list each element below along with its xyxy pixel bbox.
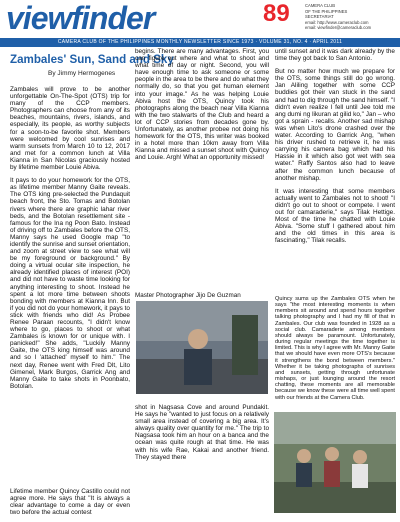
newsletter-logo: viewfinder xyxy=(6,0,155,36)
club-line: email: http://www.cameraclub.com xyxy=(305,19,369,25)
club-line: CAMERA CLUB xyxy=(305,3,336,8)
club-line: email: viewfinder@cameraclub.com xyxy=(305,25,372,31)
paragraph: shot in Nagsasa Cove and around Pundakit. He says he "wanted to just focus on a relatively small area instead of covering a big area. It's always quality over quantity for me." The trip to Nagsasa took him an hour on a banca and the ocean was quite rough at that time. He was with his wife Rae, Kakai and another friend. They stayed there xyxy=(135,404,269,461)
group-photo-image xyxy=(136,301,268,394)
article-title: Zambales' Sun, Sand and Sky xyxy=(10,53,174,66)
article-column-3-end xyxy=(275,296,395,407)
article-column-1-end xyxy=(10,488,130,522)
article-column-2-end xyxy=(135,404,269,467)
article-column-2 xyxy=(135,48,269,168)
photo-caption: Master Photographer Jijo De Guzman xyxy=(135,292,241,299)
photo-members-group xyxy=(274,412,396,513)
paragraph: begins. There are many advantages. First, you can figure out where and what to shoot and what time of day or night. Second, you will have enough time to ask someone or some people in the area to be there and do what they normally do, so that you get human element into your image." As he was helping Louie Abiva host the OTS, Quincy took his photographs along the beach near Villa Kianna with the two stalwarts of the Club and heard a lot of CCP stories from decades gone by. Unfortunately, as another probee not doing his homework for the OTS, this writer was booked in a hotel more than 10km away from Villa Kianna and missed a sunset shoot with Quincy and Louie. Argh! What an opportunity missed! xyxy=(135,48,269,162)
paragraph: until sunset and it was dark already by the time they got back to San Antonio. xyxy=(275,48,395,63)
article-column-3 xyxy=(275,48,395,250)
paragraph: It was interesting that some members actually went to Zambales not to shoot! "I didn't go out to shoot or compete. I went out for camaraderie," says Tilak Hettige. Most of the time he chatted with Louie Abiva. "Some stuff I gathered about him and the old times in this area is fascinating," Tilak recalls. xyxy=(275,187,395,245)
club-info xyxy=(305,3,397,31)
club-line: OF THE PHILIPPINES xyxy=(305,8,348,14)
masthead xyxy=(0,0,400,38)
photo-jijo-de-guzman xyxy=(136,301,268,394)
paragraph: It pays to do your homework for the OTS, as lifetime member Manny Gaite reveals. The OTS king pre-selected the Pundaquit beach front, the Sto. Tomas and Botolan rivers where there are graphic lahar river beds, and the Botolan resettlement site - famous for the Ina ng Poon Bato. Instead of driving off to Zambales before the OTS, Manny says he used Google map "to identify the sunrise and sunset orientation, and zoom at street view to see what will be my foreground or background." By doing a virtual ocular site inspection, he already identified places of interest (POI) and did not have to waste time looking for anything interesting to shoot. Instead he spent a lot more time between shoots bonding with members at Kianna Inn. But if you did not do your homework, it pays to stick with friends who did! As Probee Renee Paraan recounts, "I didn't know where to go, places to shoot or what Zambales is known for or unique with. I panicked!" She adds, "Luckily Manny Gaite, the OTS king himself was around and so I 'attached' myself to him." The next day, Renee went with Fred Dlt, Lito Gimenel, Mark Burgos, Garrick Ang and Manny Gaite to take shots in Poonbato, Botolan. xyxy=(10,177,130,390)
paragraph: Quincy sums up the Zambales OTS when he says "the most interesting moments is when members sit around and spend hours together talking photography and I had my fill of that in Zambales. Our club was founded in 1928 as a social club. Camaraderie among members should always be paramount. Unfortunately, during regular meetings the time together is limited. This is why I agree with Mr. Manny Gaite that we should have even more OTS's because it strengthens the bond between members." Whether it be taking photographs of sunrises and sunsets, getting through unfortunate mishaps, or just lounging around the resort chatting, these moments are all memorable because we know these were all time well spent with our friends at the Camera Club. xyxy=(275,296,395,401)
paragraph: Lifetime member Quincy Castillo could not agree more. He says that "It is always a clear advantage to come a day or even two before the actual contest xyxy=(10,488,130,517)
article-column-1 xyxy=(10,86,130,396)
issue-number: 89 xyxy=(263,0,290,27)
newsletter-band: CAMERA CLUB OF THE PHILIPPINES MONTHLY NEWSLETTER SINCE 1973 · VOLUME 31, NO. 4 · APRIL 2011 xyxy=(0,38,400,47)
paragraph: Zambales will prove to be another unforgettable On-The-Spot (OTS) trip for many of the CCP members. Photographers can choose from any of its beaches, mountains, rivers, islands, and especially, its people, as worthy subjects for a soon-to-be favorite shot. Members were welcomed by cool sunrises and warm sunsets from March 10 to 12, 2017 and met for a common lunch at Villa Kianna in San Nicolas graciously hosted by lifetime member Louie Abiva. xyxy=(10,86,130,172)
members-photo-image xyxy=(274,412,396,513)
paragraph: But no matter how much we prepare for the OTS, some things still do go wrong. Jan Aliling together with some CCP buddies got their van stuck in the sand and had to dig through the sand himself. "I didn't even realize I fell until Jee told me ang dumi ng likuran at gilid ko," Jan – who got a sprain - recalls. Another sad mishap was when Lito's drone crashed over the water. According to Garrick Ang, "when his driver rushed to retrieve it, he was carrying his camera bag which had his Hassie in it which also got wet with sea water." Raffy Santos also had to leave after the common lunch because of another mishap. xyxy=(275,68,395,182)
club-line: SECRETARIAT xyxy=(305,14,334,20)
article-byline: By Jimmy Hermogenes xyxy=(48,70,116,77)
